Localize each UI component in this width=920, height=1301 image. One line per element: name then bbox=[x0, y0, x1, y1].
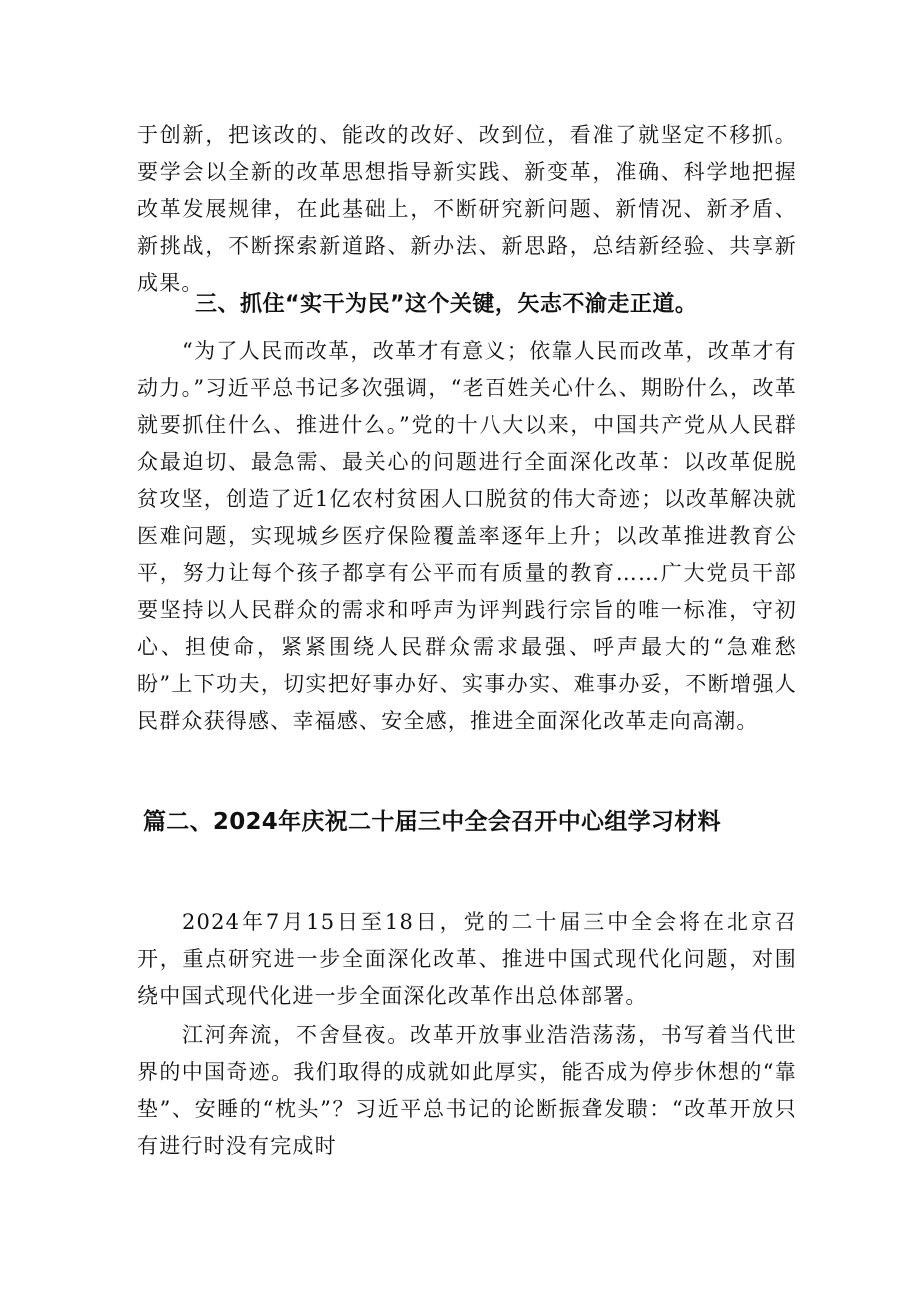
heading-section-3: 三、抓住“实干为民”这个关键，矢志不渝走正道。 bbox=[195, 292, 698, 317]
paragraph-section-3: “为了人民而改革，改革才有意义；依靠人民而改革，改革才有动力。”习近平总书记多次强调，“老百姓关心什么、期盼什么，改革就要抓住什么、推进什么。”党的十八大以来，中国共产党从人民群众最迫切、最急需、最关心的问题进行全面深化改革：以改革促脱贫攻坚，创造了近1亿农村贫困人口脱贫的伟大奇迹；以改革解决就医难问题，实现城乡医疗保险覆盖率逐年上升；以改革推进教育公平，努力让每个孩子都享有公平而有质量的教育……广大党员干部要坚持以人民群众的需求和呼声为评判践行宗旨的唯一标准，守初心、担使命，紧紧围绕人民群众需求最强、呼声最大的“急难愁盼”上下功夫，切实把好事办好、实事办实、难事办妥，不断增强人民群众获得感、幸福感、安全感，推进全面深化改革走向高潮。 bbox=[137, 339, 797, 733]
paragraph-part-2-first: 2024年7月15日至18日，党的二十届三中全会将在北京召开，重点研究进一步全面深化改革、推进中国式现代化问题，对围绕中国式现代化进一步全面深化改革作出总体部署。 bbox=[137, 910, 797, 1008]
paragraph-part-2-second: 江河奔流，不舍昼夜。改革开放事业浩浩荡荡，书写着当代世界的中国奇迹。我们取得的成就如此厚实，能否成为停步休想的“靠垫”、安睡的“枕头”？习近平总书记的论断振聋发聩：“改革开放只有进行时没有完成时 bbox=[137, 1023, 797, 1158]
paragraph-top: 于创新，把该改的、能改的改好、改到位，看准了就坚定不移抓。要学会以全新的改革思想指导新实践、新变革，准确、科学地把握改革发展规律，在此基础上，不断研究新问题、新情况、新矛盾、新挑战，不断探索新道路、新办法、新思路，总结新经验、共享新成果。 bbox=[137, 123, 797, 295]
heading-part-2: 篇二、2024年庆祝二十届三中全会召开中心组学习材料 bbox=[143, 809, 721, 835]
